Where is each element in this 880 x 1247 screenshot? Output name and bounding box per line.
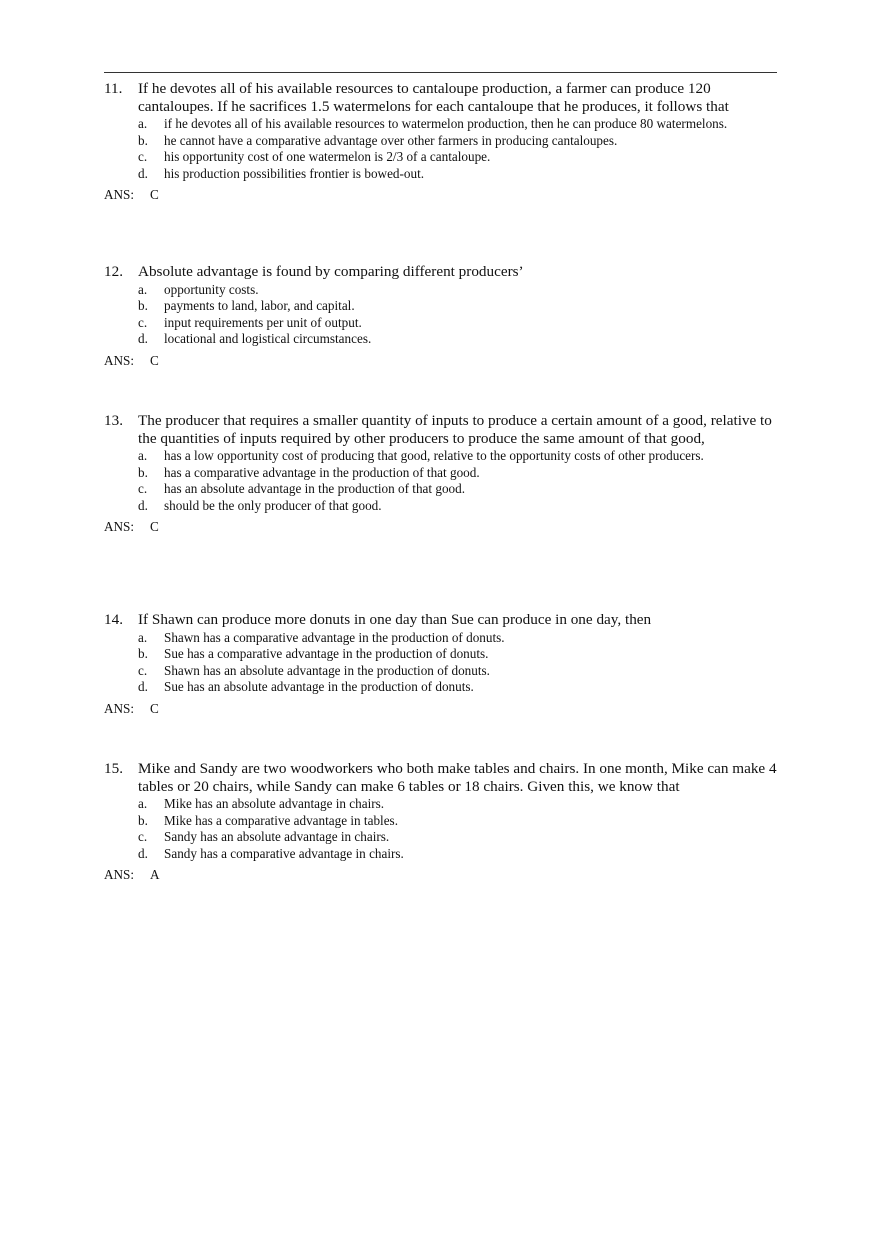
question-13 <box>104 412 777 536</box>
choice-c <box>138 315 777 332</box>
choice-a <box>138 796 777 813</box>
choice-text: Shawn has an absolute advantage in the production of donuts. <box>164 662 490 678</box>
choice-b <box>138 813 777 830</box>
choice-list <box>138 796 777 862</box>
question-number: 14. <box>104 611 123 628</box>
choice-c <box>138 829 777 846</box>
answer-value: C <box>150 700 159 716</box>
choice-text: Shawn has a comparative advantage in the production of donuts. <box>164 629 505 645</box>
answer-label: ANS: <box>104 187 135 202</box>
answer-line <box>104 867 777 884</box>
choice-letter: b. <box>138 646 148 661</box>
choice-letter: c. <box>138 149 148 164</box>
choice-text: opportunity costs. <box>164 281 259 297</box>
choice-a <box>138 448 777 465</box>
answer-value: C <box>150 352 159 368</box>
question-stem: Mike and Sandy are two woodworkers who both make tables and chairs. In one month, Mike can make 4 tables or 20 chairs, while Sandy can make 6 tables or 18 chairs. Given this, we know that <box>138 760 777 795</box>
choice-letter: b. <box>138 812 148 828</box>
answer-line <box>104 701 777 718</box>
choice-letter: b. <box>138 298 148 313</box>
choice-text: has a comparative advantage in the production of that good. <box>164 464 480 480</box>
choice-d <box>138 331 777 348</box>
answer-label: ANS: <box>104 352 135 368</box>
choice-d <box>138 166 777 183</box>
choice-b <box>138 646 777 663</box>
choice-letter: c. <box>138 829 148 844</box>
answer-line <box>104 519 777 536</box>
choice-text: Mike has a comparative advantage in tables. <box>164 812 398 828</box>
question-15 <box>104 760 777 884</box>
choice-d <box>138 679 777 696</box>
choice-b <box>138 298 777 315</box>
choice-list <box>138 282 777 348</box>
question-12 <box>104 263 777 369</box>
question-number: 13. <box>104 412 123 429</box>
question-stem: Absolute advantage is found by comparing different producers’ <box>138 263 524 280</box>
choice-letter: b. <box>138 464 148 480</box>
choice-text: Sandy has an absolute advantage in chairs. <box>164 829 390 844</box>
choice-c <box>138 481 777 498</box>
top-rule <box>104 72 777 73</box>
answer-label: ANS: <box>104 867 135 882</box>
choice-b <box>138 133 777 150</box>
choice-letter: a. <box>138 116 148 131</box>
choice-letter: d. <box>138 679 148 694</box>
choice-text: he cannot have a comparative advantage over other farmers in producing cantaloupes. <box>164 132 618 148</box>
choice-text: has a low opportunity cost of producing that good, relative to the opportunity costs of other producers. <box>164 448 704 463</box>
question-number: 12. <box>104 263 123 280</box>
choice-text: input requirements per unit of output. <box>164 314 362 330</box>
question-number: 11. <box>104 80 123 97</box>
choice-text: has an absolute advantage in the production of that good. <box>164 481 466 496</box>
question-stem: The producer that requires a smaller quantity of inputs to produce a certain amount of a good, relative to the quantities of inputs required by other producers to produce the same amount of that good, <box>138 412 772 447</box>
choice-text: Sandy has a comparative advantage in chairs. <box>164 845 404 861</box>
choice-d <box>138 846 777 863</box>
choice-letter: a. <box>138 281 148 297</box>
choice-letter: d. <box>138 331 148 346</box>
choice-text: his production possibilities frontier is bowed-out. <box>164 165 425 181</box>
choice-text: Sue has a comparative advantage in the production of donuts. <box>164 646 489 661</box>
choice-text: should be the only producer of that good. <box>164 497 382 513</box>
answer-value: C <box>150 187 159 202</box>
question-stem: If Shawn can produce more donuts in one day than Sue can produce in one day, then <box>138 611 652 628</box>
choice-c <box>138 663 777 680</box>
question-11 <box>104 80 777 204</box>
choice-letter: a. <box>138 629 148 645</box>
answer-label: ANS: <box>104 700 135 716</box>
choice-text: Sue has an absolute advantage in the production of donuts. <box>164 679 474 694</box>
choice-letter: a. <box>138 448 148 463</box>
choice-text: locational and logistical circumstances. <box>164 331 372 346</box>
choice-list <box>138 116 777 182</box>
choice-c <box>138 149 777 166</box>
choice-b <box>138 465 777 482</box>
choice-d <box>138 498 777 515</box>
choice-text: if he devotes all of his available resources to watermelon production, then he can produce 80 watermelons. <box>164 116 728 131</box>
answer-line <box>104 187 777 204</box>
choice-letter: a. <box>138 796 148 811</box>
choice-letter: d. <box>138 497 148 513</box>
question-14 <box>104 611 777 717</box>
choice-text: his opportunity cost of one watermelon is 2/3 of a cantaloupe. <box>164 149 491 164</box>
choice-letter: b. <box>138 132 148 148</box>
answer-value: A <box>150 867 160 882</box>
answer-label: ANS: <box>104 519 135 534</box>
choice-letter: c. <box>138 662 148 678</box>
choice-text: payments to land, labor, and capital. <box>164 298 355 313</box>
answer-line <box>104 353 777 370</box>
choice-letter: d. <box>138 845 148 861</box>
question-stem: If he devotes all of his available resources to cantaloupe production, a farmer can produce 120 cantaloupes. If he sacrifices 1.5 watermelons for each cantaloupe that he produces, it follows that <box>138 80 729 115</box>
choice-list <box>138 630 777 696</box>
choice-a <box>138 116 777 133</box>
choice-a <box>138 282 777 299</box>
choice-list <box>138 448 777 514</box>
choice-letter: d. <box>138 165 148 181</box>
question-number: 15. <box>104 760 123 777</box>
choice-letter: c. <box>138 481 148 496</box>
answer-value: C <box>150 519 159 534</box>
choice-a <box>138 630 777 647</box>
choice-text: Mike has an absolute advantage in chairs. <box>164 796 385 811</box>
choice-letter: c. <box>138 314 148 330</box>
